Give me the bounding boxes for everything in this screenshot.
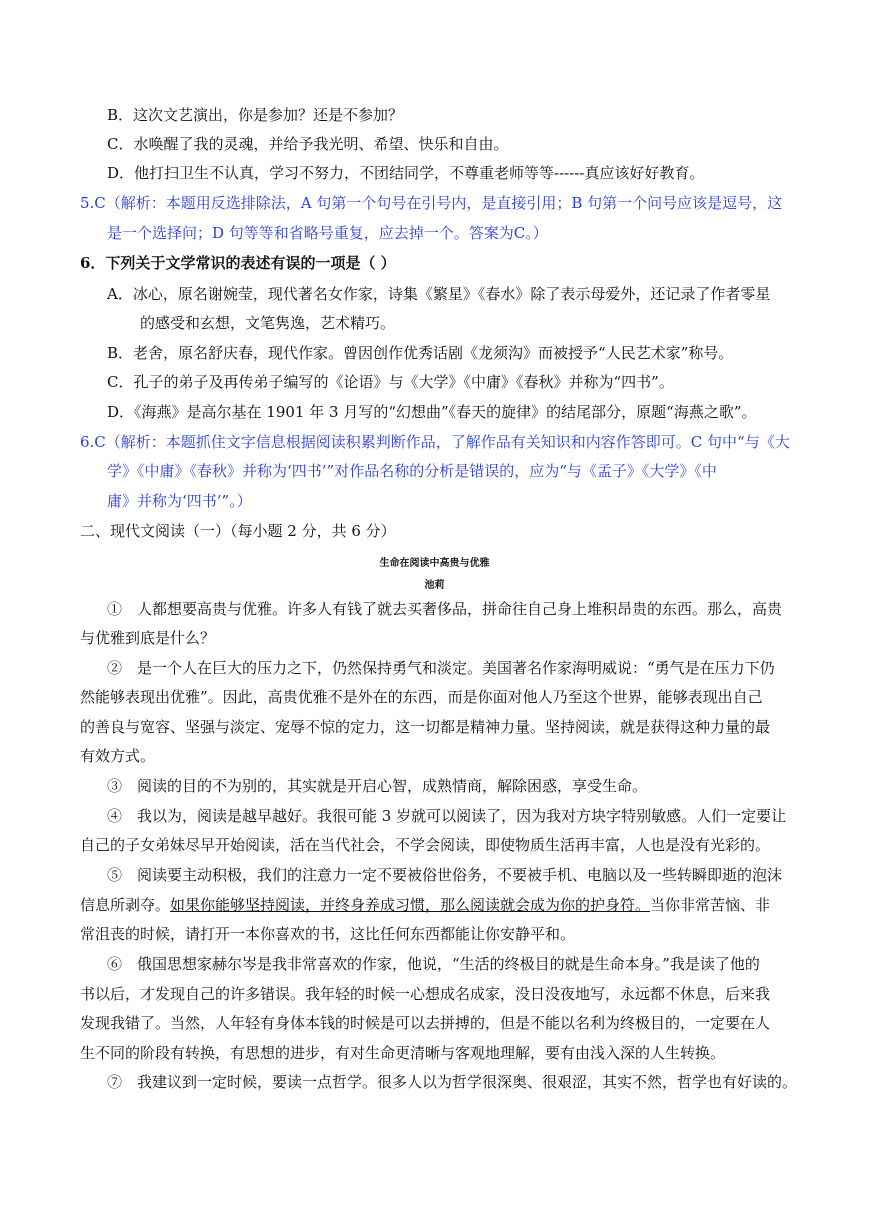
paragraph-6: ⑥ 俄国思想家赫尔岑是我非常喜欢的作家，他说，“生活的终极目的就是生命本身。”我是读了他的 [107, 955, 760, 973]
paragraph-5-cont: 常沮丧的时候，请打开一本你喜欢的书，这比任何东西都能让你安静平和。 [80, 925, 576, 943]
paragraph-2: ② 是一个人在巨大的压力之下，仍然保持勇气和淡定。美国著名作家海明威说：“勇气是在压力下仍 [107, 659, 775, 677]
article-author: 池莉 [424, 580, 445, 591]
q6-stem: 6．下列关于文学常识的表述有误的一项是（ ） [80, 254, 396, 272]
q6-option-d: D．《海燕》是高尔基在 1901 年 3 月写的“幻想曲”《春天的旋律》的结尾部分，原题“海燕之歌”。 [107, 403, 757, 421]
paragraph-6-cont: 发现我错了。当然，人年轻有身体本钱的时候是可以去拼搏的，但是不能以名利为终极目的，一定要在人 [80, 1014, 771, 1032]
q6-option-a-cont: 的感受和玄想，文笔隽逸，艺术精巧。 [140, 314, 396, 332]
paragraph-5-text: 当你非常苦恼、非 [650, 896, 771, 914]
paragraph-5-text: 信息所剥夺。 [80, 896, 171, 914]
q6-answer-line: 6.C（解析：本题抓住文字信息根据阅读积累判断作品，了解作品有关知识和内容作答即可。C 句中“与《大 [80, 433, 790, 451]
paragraph-6-cont: 书以后，才发现自己的许多错误。我年轻的时候一心想成名成家，没日没夜地写，永远都不休息，后来我 [80, 985, 771, 1003]
q6-option-a: A．冰心，原名谢婉莹，现代著名女作家，诗集《繁星》《春水》除了表示母爱外，还记录了作者零星 [107, 285, 771, 303]
paragraph-4: ④ 我以为，阅读是越早越好。我很可能 3 岁就可以阅读了，因为我对方块字特别敏感。人们一定要让 [107, 807, 787, 825]
q6-answer-line: 学》《中庸》《春秋》并称为‘四书’”对作品名称的分析是错误的，应为“与《孟子》《大学》《中 [107, 462, 717, 480]
q6-answer-line: 庸》并称为‘四书’”。） [107, 492, 252, 510]
paragraph-2-cont: 有效方式。 [80, 747, 156, 765]
q5-answer-line: 5.C（解析：本题用反选排除法，A 句第一个句号在引号内，是直接引用；B 句第一个问号应该是逗号，这 [80, 194, 783, 212]
article-title: 生命在阅读中高贵与优雅 [379, 558, 490, 569]
q5-option-b: B．这次文艺演出，你是参加？还是不参加？ [107, 106, 404, 124]
q6-option-b: B．老舍，原名舒庆春，现代作家。曾因创作优秀话剧《龙须沟》而被授予“人民艺术家”称号。 [107, 344, 734, 362]
paragraph-2-cont: 的善良与宽容、坚强与淡定、宠辱不惊的定力，这一切都是精神力量。坚持阅读，就是获得这种力量的最 [80, 718, 771, 736]
q6-option-c: C．孔子的弟子及再传弟子编写的《论语》与《大学》《中庸》《春秋》并称为“四书”。 [107, 373, 674, 391]
paragraph-5-cont [80, 894, 770, 916]
paragraph-1-cont: 与优雅到底是什么？ [80, 629, 216, 647]
paragraph-7: ⑦ 我建议到一定时候，要读一点哲学。很多人以为哲学很深奥、很艰涩，其实不然，哲学也有好读的。 [107, 1073, 798, 1091]
q5-option-d: D．他打扫卫生不认真，学习不努力，不团结同学，不尊重老师等等------真应该好好教育。 [107, 164, 705, 182]
paragraph-4-cont: 自己的子女弟妹尽早开始阅读，活在当代社会，不学会阅读，即使物质生活再丰富，人也是没有光彩的。 [80, 836, 771, 854]
paragraph-2-cont: 然能够表现出优雅”。因此，高贵优雅不是外在的东西，而是你面对他人乃至这个世界，能够表现出自己 [80, 688, 763, 706]
paragraph-1: ① 人都想要高贵与优雅。许多人有钱了就去买奢侈品，拼命往自己身上堆积昂贵的东西。那么，高贵 [107, 600, 783, 618]
section-heading: 二、现代文阅读（一）（每小题 2 分，共 6 分） [80, 522, 396, 540]
q5-answer-line: 是一个选择问；D 句等等和省略号重复，应去掉一个。答案为C。） [107, 224, 548, 242]
paragraph-6-cont: 生不同的阶段有转换，有思想的进步，有对生命更清晰与客观地理解，要有由浅入深的人生转换。 [80, 1044, 726, 1062]
paragraph-3: ③ 阅读的目的不为别的，其实就是开启心智，成熟情商，解除困惑，享受生命。 [107, 777, 648, 795]
paragraph-5: ⑤ 阅读要主动积极，我们的注意力一定不要被俗世俗务，不要被手机、电脑以及一些转瞬即逝的泡沫 [107, 866, 783, 884]
underlined-sentence: 如果你能够坚持阅读，并终身养成习惯，那么阅读就会成为你的护身符。 [170, 896, 651, 914]
q5-option-c: C．水唤醒了我的灵魂，并给予我光明、希望、快乐和自由。 [107, 135, 509, 153]
